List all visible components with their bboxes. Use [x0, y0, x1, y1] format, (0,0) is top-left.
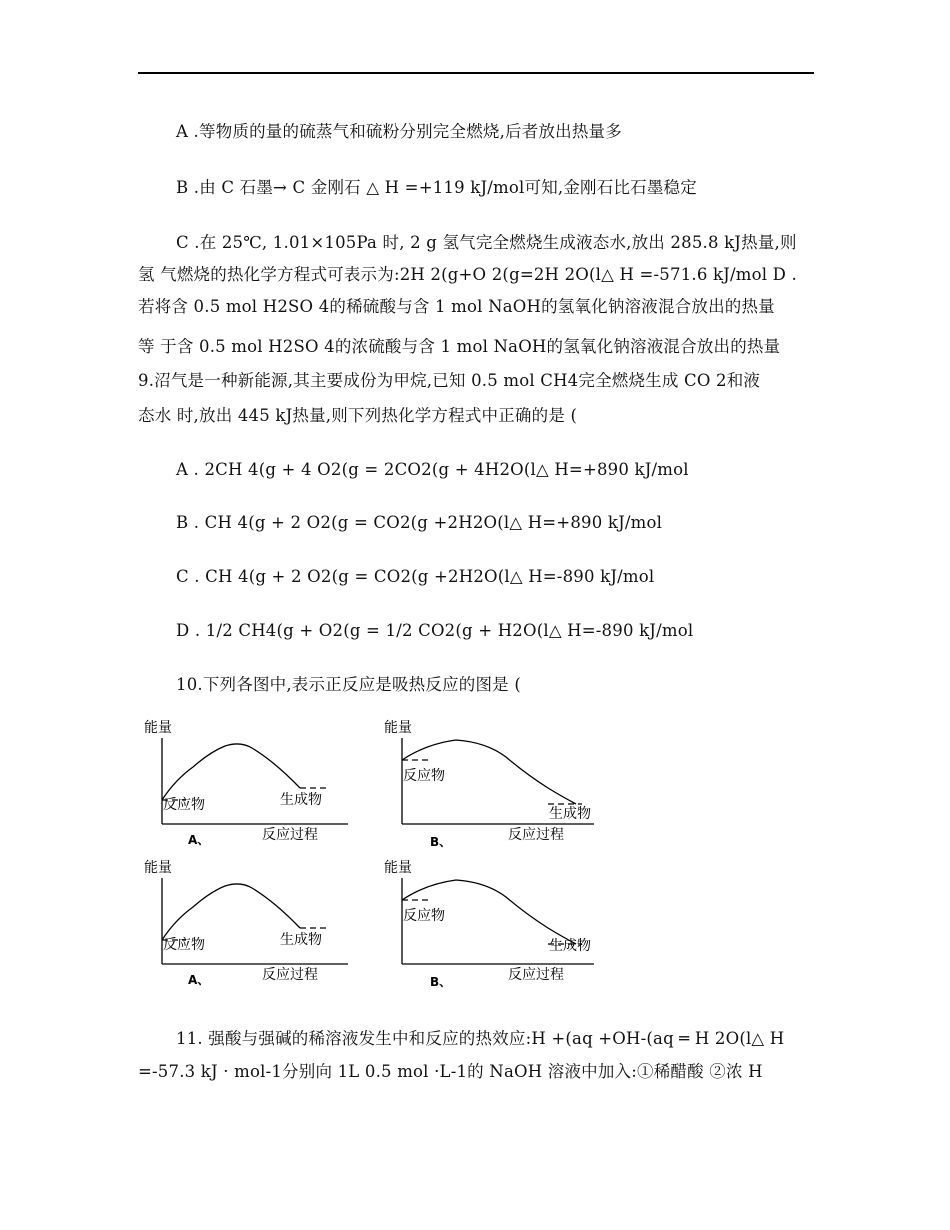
q9-option-a: A . 2CH 4(g + 4 O2(g = 2CO2(g + 4H2O(l△ H=+890 kJ/mol: [176, 460, 689, 479]
product-label: 生成物: [549, 806, 591, 822]
reactant-label: 反应物: [163, 797, 205, 813]
energy-axis-label: 能量: [384, 720, 412, 736]
reactant-label: 反应物: [163, 937, 205, 953]
option-c-line: C .在 25℃, 1.01×105Pa 时, 2 g 氢气完全燃烧生成液态水,放出 285.8 kJ热量,则: [176, 233, 797, 252]
energy-diagram-a-top: [130, 712, 360, 857]
reactant-label: 反应物: [403, 908, 445, 924]
header-rule: [138, 72, 814, 74]
q9-option-c: C . CH 4(g + 2 O2(g = CO2(g +2H2O(l△ H=-890 kJ/mol: [176, 567, 655, 586]
q9-option-b: B . CH 4(g + 2 O2(g = CO2(g +2H2O(l△ H=+890 kJ/mol: [176, 513, 663, 532]
question-11-line: 11. 强酸与强碱的稀溶液发生中和反应的热效应:H +(aq +OH-(aq ═ H 2O(l△ H: [176, 1029, 785, 1048]
option-b-line: B .由 C 石墨→ C 金刚石 △ H =+119 kJ/mol可知,金刚石比石墨稳定: [176, 178, 697, 197]
process-label: 反应过程: [508, 827, 564, 843]
process-label: 反应过程: [262, 967, 318, 983]
option-c-line-2: 氢 气燃烧的热化学方程式可表示为:2H 2(g+O 2(g=2H 2O(l△ H =-571.6 kJ/mol D .: [138, 265, 797, 284]
energy-axis-label: 能量: [144, 720, 172, 736]
product-label: 生成物: [280, 792, 322, 808]
figure-tag: A、: [188, 973, 210, 987]
reactant-label: 反应物: [403, 768, 445, 784]
product-label: 生成物: [549, 938, 591, 954]
energy-axis-label: 能量: [384, 860, 412, 876]
process-label: 反应过程: [262, 827, 318, 843]
figure-tag: B、: [430, 835, 452, 849]
option-d-line-2: 等 于含 0.5 mol H2SO 4的浓硫酸与含 1 mol NaOH的氢氧化钠溶液混合放出的热量: [138, 337, 781, 356]
product-label: 生成物: [280, 932, 322, 948]
energy-diagram-b-bottom: [376, 852, 606, 997]
process-label: 反应过程: [508, 967, 564, 983]
figure-tag: B、: [430, 975, 452, 989]
option-d-line: 若将含 0.5 mol H2SO 4的稀硫酸与含 1 mol NaOH的氢氧化钠溶液混合放出的热量: [138, 297, 775, 316]
question-11-line-2: =-57.3 kJ · mol-1分别向 1L 0.5 mol ·L-1的 NaOH 溶液中加入:①稀醋酸 ②浓 H: [138, 1062, 763, 1081]
q9-option-d: D . 1/2 CH4(g + O2(g = 1/2 CO2(g + H2O(l△ H=-890 kJ/mol: [176, 621, 694, 640]
energy-diagram-b-top: [376, 712, 606, 857]
question-9-line: 9.沼气是一种新能源,其主要成份为甲烷,已知 0.5 mol CH4完全燃烧生成 CO 2和液: [138, 371, 761, 390]
question-10-line: 10.下列各图中,表示正反应是吸热反应的图是 (: [176, 675, 521, 694]
energy-diagram-a-bottom: [130, 852, 360, 997]
option-a-line: A .等物质的量的硫蒸气和硫粉分别完全燃烧,后者放出热量多: [176, 122, 622, 141]
figure-tag: A、: [188, 833, 210, 847]
question-9-line-2: 态水 时,放出 445 kJ热量,则下列热化学方程式中正确的是 (: [138, 406, 578, 425]
energy-axis-label: 能量: [144, 860, 172, 876]
